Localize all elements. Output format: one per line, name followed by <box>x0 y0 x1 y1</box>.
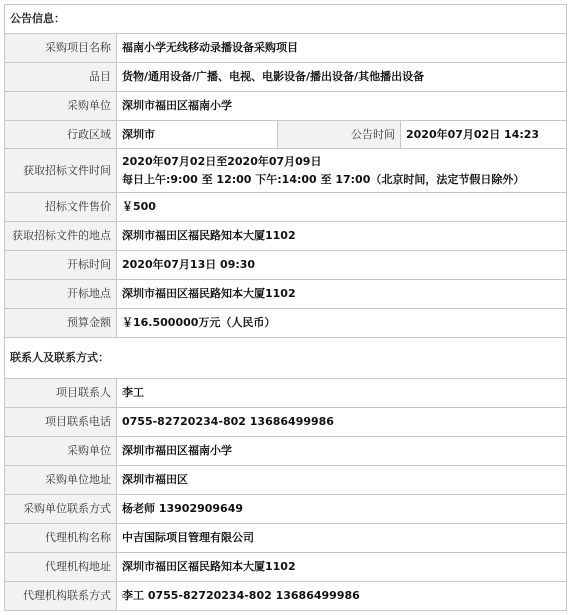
agency-contact-value: 李工 0755-82720234-802 13686499986 <box>117 582 567 611</box>
section-header-row <box>5 338 567 379</box>
table-row <box>5 34 567 63</box>
table-row <box>5 553 567 582</box>
section-header-row <box>5 5 567 34</box>
table-row <box>5 495 567 524</box>
table-row <box>5 466 567 495</box>
table-row <box>5 280 567 309</box>
purchaser-address-value: 深圳市福田区 <box>117 466 567 495</box>
open-location-value: 深圳市福田区福民路知本大厦1102 <box>117 280 567 309</box>
announcement-info-table <box>4 4 567 611</box>
category-value: 货物/通用设备/广播、电视、电影设备/播出设备/其他播出设备 <box>117 63 567 92</box>
budget-label: 预算金额 <box>5 309 117 338</box>
doc-period-label: 获取招标文件时间 <box>5 149 117 193</box>
table-row <box>5 222 567 251</box>
contact-person-value: 李工 <box>117 379 567 408</box>
agency-name-label: 代理机构名称 <box>5 524 117 553</box>
section-title-announcement: 公告信息： <box>5 5 567 34</box>
purchaser2-value: 深圳市福田区福南小学 <box>117 437 567 466</box>
doc-period-dates: 2020年07月02日至2020年07月09日 <box>122 154 322 168</box>
announcement-time-label: 公告时间 <box>278 121 401 149</box>
project-name-label: 采购项目名称 <box>5 34 117 63</box>
section-title-contacts: 联系人及联系方式： <box>5 338 567 379</box>
table-row <box>5 63 567 92</box>
region-value: 深圳市 <box>117 121 278 149</box>
table-row <box>5 582 567 611</box>
table-row <box>5 92 567 121</box>
purchaser-value: 深圳市福田区福南小学 <box>117 92 567 121</box>
doc-price-label: 招标文件售价 <box>5 193 117 222</box>
doc-period-hours: 每日上午:9:00 至 12:00 下午:14:00 至 17:00（北京时间，法定节假日除外） <box>122 172 525 186</box>
doc-location-label: 获取招标文件的地点 <box>5 222 117 251</box>
purchaser-contact-value: 杨老师 13902909649 <box>117 495 567 524</box>
table-row <box>5 149 567 193</box>
doc-location-value: 深圳市福田区福民路知本大厦1102 <box>117 222 567 251</box>
purchaser-address-label: 采购单位地址 <box>5 466 117 495</box>
agency-name-value: 中吉国际项目管理有限公司 <box>117 524 567 553</box>
doc-price-value: ￥500 <box>117 193 567 222</box>
contact-person-label: 项目联系人 <box>5 379 117 408</box>
purchaser2-label: 采购单位 <box>5 437 117 466</box>
category-label: 品目 <box>5 63 117 92</box>
table-row <box>5 251 567 280</box>
contact-phone-value: 0755-82720234-802 13686499986 <box>117 408 567 437</box>
table-row <box>5 408 567 437</box>
region-label: 行政区域 <box>5 121 117 149</box>
agency-address-label: 代理机构地址 <box>5 553 117 582</box>
open-time-value: 2020年07月13日 09:30 <box>117 251 567 280</box>
table-row <box>5 437 567 466</box>
agency-contact-label: 代理机构联系方式 <box>5 582 117 611</box>
agency-address-value: 深圳市福田区福民路知本大厦1102 <box>117 553 567 582</box>
open-location-label: 开标地点 <box>5 280 117 309</box>
budget-value: ￥16.500000万元（人民币） <box>117 309 567 338</box>
open-time-label: 开标时间 <box>5 251 117 280</box>
purchaser-contact-label: 采购单位联系方式 <box>5 495 117 524</box>
table-row <box>5 121 567 149</box>
doc-period-value <box>117 149 567 193</box>
contact-phone-label: 项目联系电话 <box>5 408 117 437</box>
table-row <box>5 379 567 408</box>
purchaser-label: 采购单位 <box>5 92 117 121</box>
announcement-time-value: 2020年07月02日 14:23 <box>401 121 567 149</box>
table-row <box>5 524 567 553</box>
project-name-value: 福南小学无线移动录播设备采购项目 <box>117 34 567 63</box>
table-row <box>5 193 567 222</box>
table-row <box>5 309 567 338</box>
